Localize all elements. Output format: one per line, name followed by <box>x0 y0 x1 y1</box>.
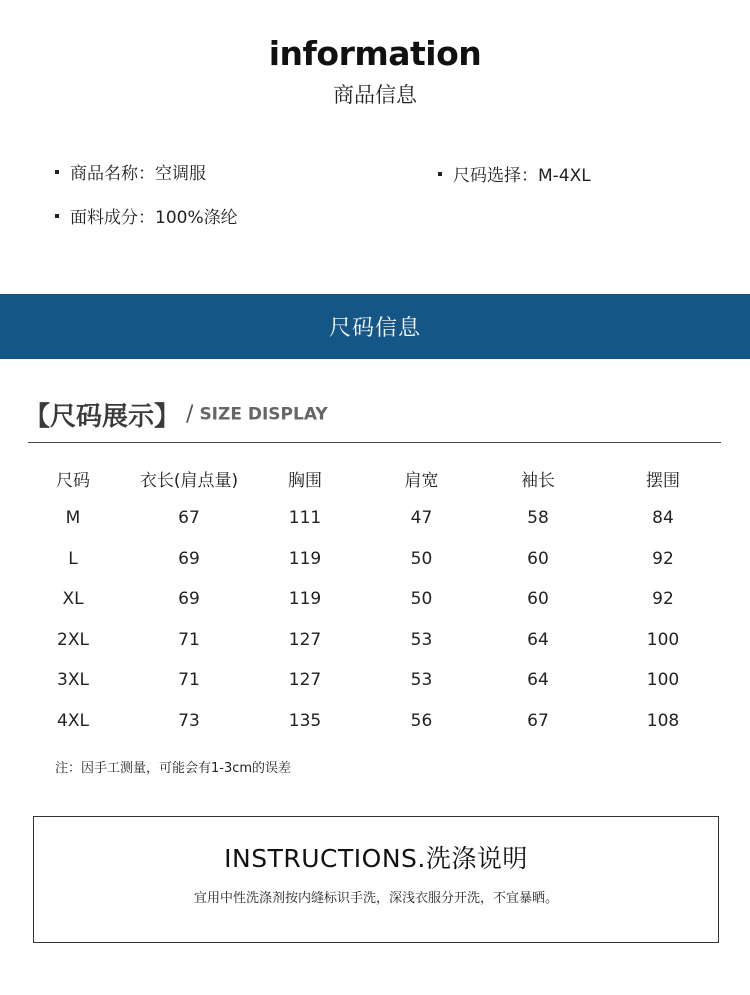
header-chest: 胸围 <box>288 470 322 491</box>
table-row <box>15 620 730 661</box>
table-row <box>15 539 730 580</box>
table-cell: 2XL <box>57 629 89 650</box>
header-length: 衣长(肩点量) <box>139 470 239 491</box>
table-cell: 4XL <box>57 710 89 731</box>
table-cell: 92 <box>652 589 674 610</box>
table-cell: 58 <box>527 508 549 529</box>
table-cell: 69 <box>178 589 200 610</box>
bullet-icon <box>438 172 442 176</box>
table-cell: 135 <box>288 710 322 731</box>
bullet-icon <box>55 170 59 174</box>
size-display-slash: / <box>186 402 194 427</box>
table-cell: 67 <box>178 508 200 529</box>
table-header-row <box>15 458 730 498</box>
table-cell: 50 <box>410 589 433 610</box>
table-cell: 84 <box>652 508 674 529</box>
table-cell: 100 <box>646 670 680 691</box>
table-row <box>15 701 730 742</box>
table-cell: 60 <box>527 589 549 610</box>
table-cell: 69 <box>178 548 200 569</box>
header-sleeve: 袖长 <box>521 470 555 491</box>
info-subtitle: 商品信息 <box>333 83 417 107</box>
table-cell: 67 <box>527 710 549 731</box>
header-shoulder: 肩宽 <box>404 470 439 491</box>
table-row <box>15 660 730 701</box>
table-cell: 71 <box>178 670 200 691</box>
spec-product-name <box>55 159 206 184</box>
instructions-box <box>33 816 719 943</box>
table-cell: 100 <box>646 629 680 650</box>
header-hem: 摆围 <box>646 470 680 491</box>
spec-fabric-text: 面料成分：100%涤纶 <box>70 208 238 228</box>
bullet-icon <box>55 214 59 218</box>
table-cell: L <box>68 548 78 569</box>
size-display-heading <box>24 396 328 433</box>
table-cell: 60 <box>527 548 549 569</box>
table-cell: 119 <box>288 548 322 569</box>
table-row <box>15 498 730 539</box>
size-display-title-cn: 【尺码展示】 <box>24 402 181 432</box>
size-info-banner-label: 尺码信息 <box>328 316 421 341</box>
spec-product-name-text: 商品名称：空调服 <box>70 164 206 184</box>
table-cell: 50 <box>410 548 433 569</box>
table-cell: 111 <box>288 508 322 529</box>
table-cell: 127 <box>288 670 322 691</box>
table-cell: 108 <box>646 710 680 731</box>
size-info-banner <box>0 294 750 359</box>
instructions-text: 宜用中性洗涤剂按内缝标识手洗，深浅衣服分开洗，不宜暴晒。 <box>193 891 558 906</box>
table-cell: 64 <box>527 629 549 650</box>
divider-rule <box>28 442 721 443</box>
info-title: information <box>268 34 482 73</box>
table-cell: 92 <box>652 548 674 569</box>
table-cell: M <box>65 508 81 529</box>
table-cell: 47 <box>410 508 433 529</box>
table-cell: 3XL <box>57 670 89 691</box>
table-cell: 53 <box>410 670 433 691</box>
size-display-title-en: SIZE DISPLAY <box>199 404 328 425</box>
table-row <box>15 579 730 620</box>
table-cell: 53 <box>410 629 433 650</box>
instructions-title: INSTRUCTIONS.洗涤说明 <box>224 844 528 873</box>
measurement-note: 注：因手工测量，可能会有1-3cm的误差 <box>55 761 292 776</box>
table-cell: 64 <box>527 670 549 691</box>
spec-size-range <box>438 161 591 186</box>
table-cell: 56 <box>410 710 433 731</box>
spec-fabric <box>55 203 238 228</box>
table-cell: 71 <box>178 629 200 650</box>
table-cell: 119 <box>288 589 322 610</box>
table-cell: XL <box>62 589 84 610</box>
spec-size-range-text: 尺码选择：M-4XL <box>453 166 591 186</box>
size-table <box>15 458 730 741</box>
table-cell: 127 <box>288 629 322 650</box>
header-size: 尺码 <box>56 470 90 491</box>
table-cell: 73 <box>178 710 200 731</box>
